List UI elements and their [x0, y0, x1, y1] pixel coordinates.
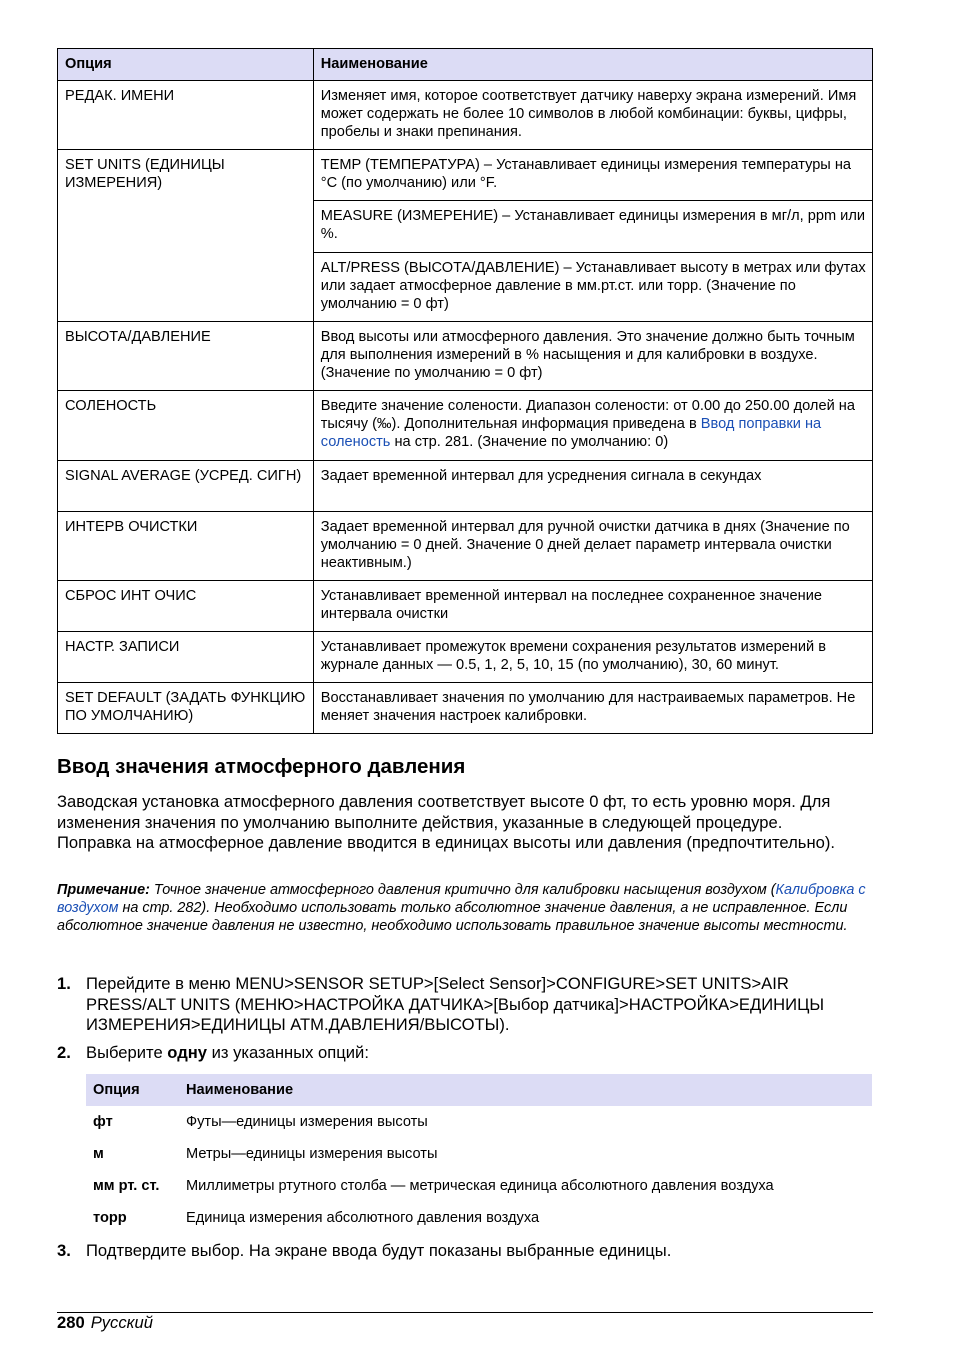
- table-row: [58, 581, 873, 632]
- table-row: [86, 1170, 872, 1202]
- description-cell: Ввод высоты или атмосферного давления. Это значение должно быть точным для выполнения измерений в % насыщения и для калибровки в воздухе. (Значение по умолчанию = 0 фт): [313, 322, 872, 391]
- unit-description: Метры—единицы измерения высоты: [186, 1146, 438, 1162]
- header-option: Опция: [58, 49, 314, 81]
- description-cell: ALT/PRESS (ВЫСОТА/ДАВЛЕНИЕ) – Устанавливает высоту в метрах или футах или задает атмосферное давление в мм.рт.ст. или торр. (Значение по умолчанию = 0 фт): [313, 253, 872, 322]
- unit-description: Миллиметры ртутного столба — метрическая единица абсолютного давления воздуха: [186, 1178, 774, 1194]
- table-row: [86, 1202, 872, 1234]
- description-cell: Изменяет имя, которое соответствует датчику наверху экрана измерений. Имя может содержать не более 10 символов в любой комбинации: буквы, цифры, пробелы и знаки препинания.: [313, 81, 872, 150]
- footer-divider: [57, 1312, 873, 1313]
- table-row: [58, 150, 873, 201]
- description-cell: Устанавливает временной интервал на последнее сохраненное значение интервала очистки: [313, 581, 872, 632]
- salinity-text-pre: Введите значение солености. Диапазон солености: от 0.00 до 250.00 долей на тысячу (‰). Дополнительная информация приведена в: [320, 398, 855, 432]
- unit-option: м: [93, 1146, 104, 1162]
- option-cell: СБРОС ИНТ ОЧИС: [58, 581, 314, 632]
- option-cell: НАСТР. ЗАПИСИ: [58, 632, 314, 683]
- section-title: Ввод значения атмосферного давления: [57, 755, 466, 778]
- table-row: [58, 391, 873, 461]
- table-row: [58, 322, 873, 391]
- salinity-correction-link[interactable]: Ввод поправки на соленость: [320, 416, 822, 450]
- step-number: 2.: [57, 1043, 71, 1062]
- unit-option: торр: [93, 1210, 127, 1226]
- description-cell: MEASURE (ИЗМЕРЕНИЕ) – Устанавливает единицы измерения в мг/л, ppm или %.: [313, 201, 872, 253]
- unit-description: Футы—единицы измерения высоты: [186, 1114, 428, 1130]
- option-cell: ВЫСОТА/ДАВЛЕНИЕ: [58, 322, 314, 391]
- table-row: [86, 1106, 872, 1138]
- option-cell: СОЛЕНОСТЬ: [58, 391, 314, 461]
- step-number: 1.: [57, 974, 71, 993]
- description-cell: Задает временной интервал для усреднения сигнала в секундах: [313, 461, 872, 512]
- description-cell: TEMP (ТЕМПЕРАТУРА) – Устанавливает единицы измерения температуры на °C (по умолчанию) или °F.: [313, 150, 872, 201]
- footer-language: Русский: [90, 1313, 153, 1332]
- step-number: 3.: [57, 1241, 71, 1260]
- unit-description: Единица измерения абсолютного давления воздуха: [186, 1210, 540, 1226]
- salinity-text-post: на стр. 281. (Значение по умолчанию: 0): [390, 434, 669, 450]
- step-text: Перейдите в меню MENU>SENSOR SETUP>[Select Sensor]>CONFIGURE>SET UNITS>AIR PRESS/ALT UNITS (МЕНЮ>НАСТРОЙКА ДАТЧИКА>[Выбор датчика]>НАСТРОЙКА>ЕДИНИЦЫ ИЗМЕРЕНИЯ>ЕДИНИЦЫ АТМ.ДАВЛЕНИЯ/ВЫСОТЫ).: [86, 974, 825, 1034]
- step-text: [86, 1043, 876, 1064]
- option-cell: РЕДАК. ИМЕНИ: [58, 81, 314, 150]
- table-row: [58, 683, 873, 734]
- step-text-bold: одну: [167, 1043, 207, 1062]
- description-cell: Устанавливает промежуток времени сохранения результатов измерений в журнале данных — 0.5, 1, 2, 5, 10, 15 (по умолчанию), 30, 60 минут.: [313, 632, 872, 683]
- table-row: [86, 1138, 872, 1170]
- section-body: Заводская установка атмосферного давления соответствует высоте 0 фт, то есть уровню моря. Для изменения значения по умолчанию выполните действия, указанные в следующей процедуре. Поправка на атмосферное давление вводится в единицах высоты или давления (предпочтительно).: [57, 792, 835, 852]
- description-cell: Задает временной интервал для ручной очистки датчика в днях (Значение по умолчанию = 0 дней. Значение 0 дней делает параметр интервала очистки неактивным.): [313, 512, 872, 581]
- unit-option: фт: [93, 1114, 113, 1130]
- description-cell: [313, 391, 872, 461]
- page-number: 280: [57, 1313, 85, 1332]
- description-cell: Восстанавливает значения по умолчанию для настраиваемых параметров. Не меняет значения настроек калибровки.: [313, 683, 872, 734]
- table-row: [58, 512, 873, 581]
- header-description: Наименование: [313, 49, 872, 81]
- units-table: [86, 1074, 872, 1234]
- table-row: [58, 461, 873, 512]
- note-label: Примечание:: [57, 882, 150, 898]
- air-calibration-link[interactable]: Калибровка с воздухом: [57, 882, 866, 916]
- option-cell: SET DEFAULT (ЗАДАТЬ ФУНКЦИЮ ПО УМОЛЧАНИЮ): [58, 683, 314, 734]
- table-row: [58, 81, 873, 150]
- step-text-pre: Выберите: [86, 1043, 168, 1062]
- options-table: [57, 48, 873, 734]
- note-text-post: на стр. 282). Необходимо использовать только абсолютное значение давления, а не исправленное. Если абсолютное значение давления не известно, необходимо использовать правильное значение высоты местности.: [57, 900, 848, 934]
- step-text-post: из указанных опций:: [207, 1043, 369, 1062]
- header-description: Наименование: [179, 1074, 872, 1106]
- units-table-header: [86, 1074, 872, 1106]
- unit-option: мм рт. ст.: [93, 1178, 160, 1194]
- step-text: Подтвердите выбор. На экране ввода будут показаны выбранные единицы.: [86, 1241, 672, 1260]
- options-table-header: [58, 49, 873, 81]
- page-footer: [57, 1313, 153, 1333]
- header-option: Опция: [86, 1074, 179, 1106]
- option-cell: ИНТЕРВ ОЧИСТКИ: [58, 512, 314, 581]
- note-paragraph: [57, 881, 867, 935]
- option-cell: SIGNAL AVERAGE (УСРЕД. СИГН): [58, 461, 314, 512]
- note-text-pre: Точное значение атмосферного давления критично для калибровки насыщения воздухом (: [149, 882, 776, 898]
- table-row: [58, 632, 873, 683]
- option-cell: SET UNITS (ЕДИНИЦЫ ИЗМЕРЕНИЯ): [58, 150, 314, 322]
